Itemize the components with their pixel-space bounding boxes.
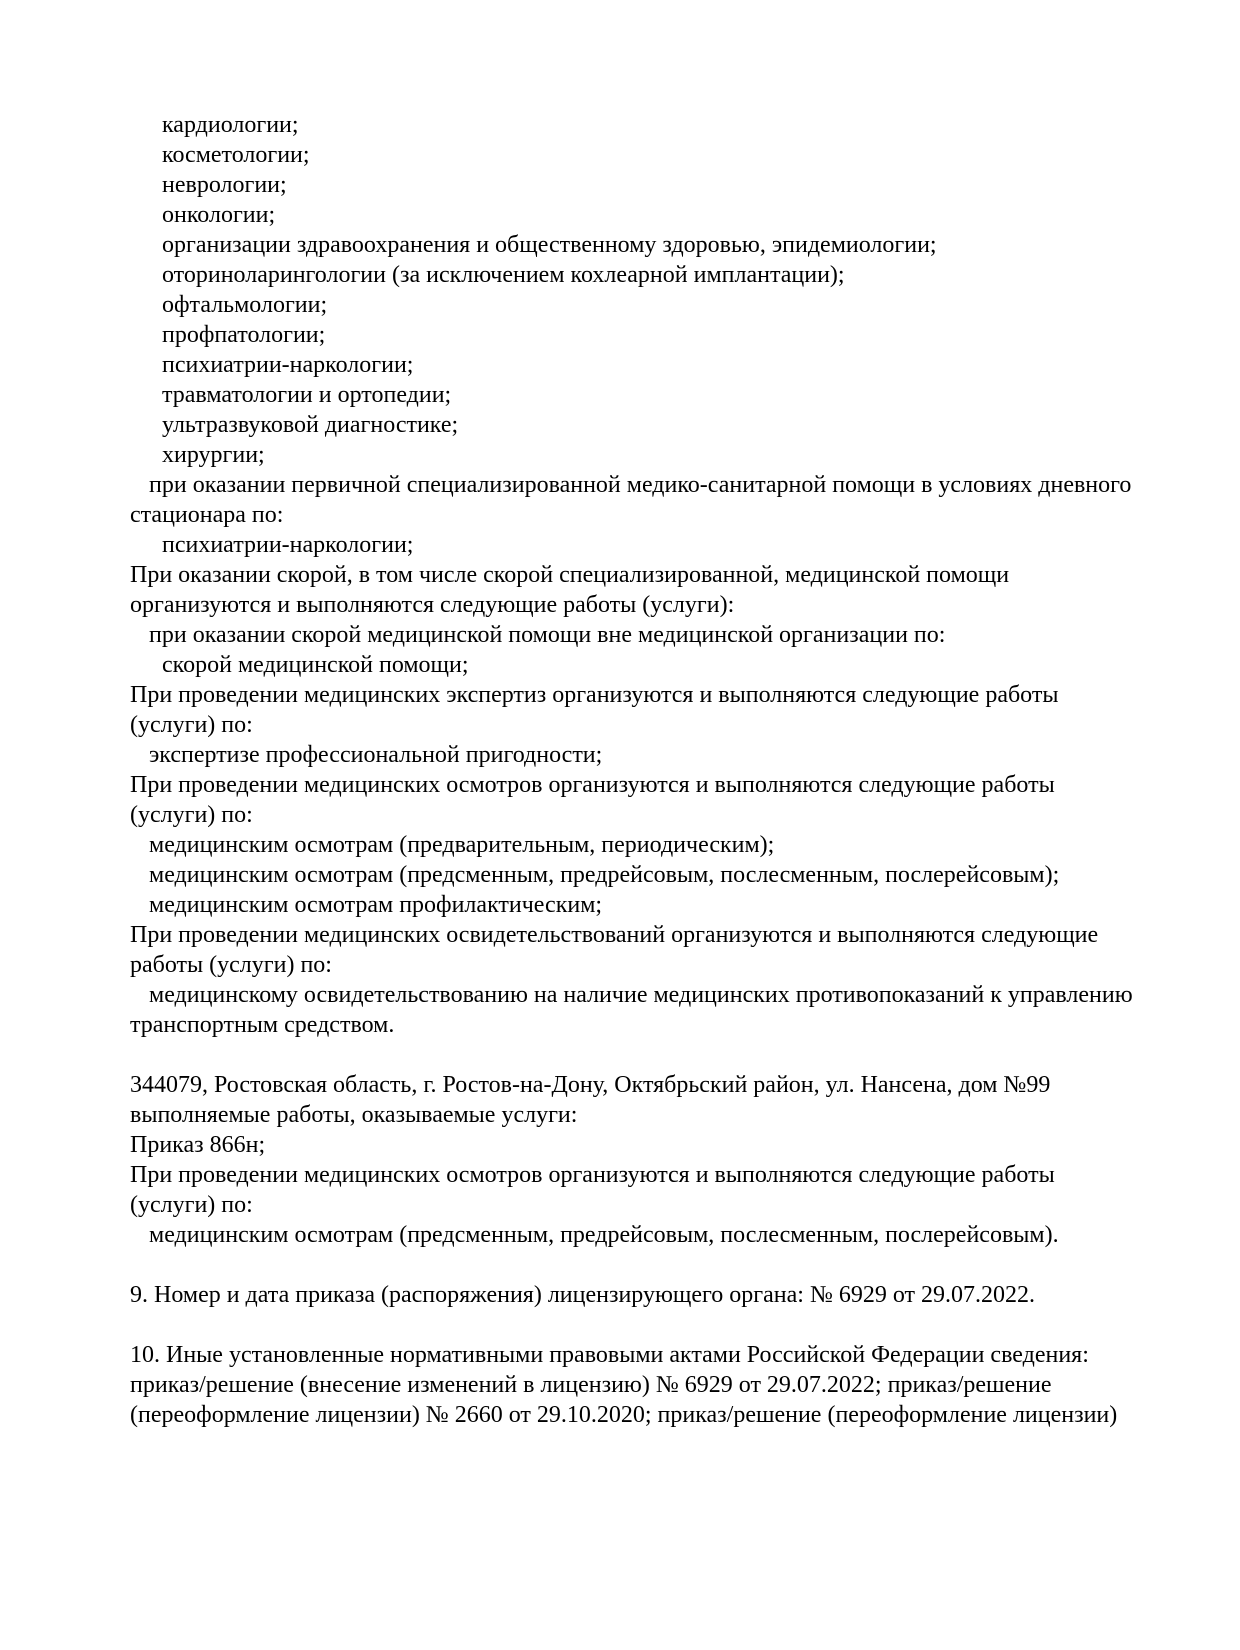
- license-text-block: [130, 110, 1210, 1430]
- specialty-list-item: офтальмологии;: [162, 292, 328, 318]
- specialty-list-item: косметологии;: [162, 142, 310, 168]
- text-line: При проведении медицинских освидетельствований организуются и выполняются следующие: [130, 922, 1099, 948]
- specialty-list-item: ультразвуковой диагностике;: [162, 412, 459, 438]
- specialty-list-item: хирургии;: [162, 442, 265, 468]
- text-line: стационара по:: [130, 502, 284, 528]
- specialty-list-item: онкологии;: [162, 202, 276, 228]
- specialty-list-item: профпатологии;: [162, 322, 326, 348]
- specialty-list-item: травматологии и ортопедии;: [162, 382, 452, 408]
- specialty-list-item: психиатрии-наркологии;: [162, 532, 414, 558]
- text-line: (услуги) по:: [130, 1192, 253, 1218]
- order-line: Приказ 866н;: [130, 1132, 266, 1158]
- item-9-line: 9. Номер и дата приказа (распоряжения) лицензирующего органа: № 6929 от 29.07.2022.: [130, 1282, 1036, 1308]
- text-line: при оказании скорой медицинской помощи вне медицинской организации по:: [149, 622, 946, 648]
- item-10-line: (переоформление лицензии) № 2660 от 29.10.2020; приказ/решение (переоформление лицензии): [130, 1402, 1118, 1428]
- specialty-list-item: скорой медицинской помощи;: [162, 652, 469, 678]
- text-line: (услуги) по:: [130, 802, 253, 828]
- text-line: при оказании первичной специализированной медико-санитарной помощи в условиях дневного: [149, 472, 1132, 498]
- text-line: (услуги) по:: [130, 712, 253, 738]
- specialty-list-item: неврологии;: [162, 172, 287, 198]
- item-10-line: 10. Иные установленные нормативными правовыми актами Российской Федерации сведения:: [130, 1342, 1089, 1368]
- specialty-list-item: психиатрии-наркологии;: [162, 352, 414, 378]
- text-line: При оказании скорой, в том числе скорой специализированной, медицинской помощи: [130, 562, 1010, 588]
- address-line: 344079, Ростовская область, г. Ростов-на-Дону, Октябрьский район, ул. Нансена, дом №99: [130, 1072, 1051, 1098]
- text-line: транспортным средством.: [130, 1012, 395, 1038]
- specialty-list-item: кардиологии;: [162, 112, 299, 138]
- text-line: медицинским осмотрам профилактическим;: [149, 892, 603, 918]
- item-10-line: приказ/решение (внесение изменений в лицензию) № 6929 от 29.07.2022; приказ/решение: [130, 1372, 1052, 1398]
- specialty-list-item: оториноларингологии (за исключением кохлеарной имплантации);: [162, 262, 845, 288]
- text-line: медицинским осмотрам (предсменным, предрейсовым, послесменным, послерейсовым);: [149, 862, 1060, 888]
- text-line: При проведении медицинских осмотров организуются и выполняются следующие работы: [130, 772, 1055, 798]
- text-line: медицинским осмотрам (предсменным, предрейсовым, послесменным, послерейсовым).: [149, 1222, 1059, 1248]
- text-line: организуются и выполняются следующие работы (услуги):: [130, 592, 735, 618]
- text-line: медицинским осмотрам (предварительным, периодическим);: [149, 832, 775, 858]
- text-line: При проведении медицинских осмотров организуются и выполняются следующие работы: [130, 1162, 1055, 1188]
- specialty-list-item: организации здравоохранения и общественному здоровью, эпидемиологии;: [162, 232, 937, 258]
- blank-line: [130, 1250, 1210, 1280]
- text-line: При проведении медицинских экспертиз организуются и выполняются следующие работы: [130, 682, 1059, 708]
- text-line: экспертизе профессиональной пригодности;: [149, 742, 603, 768]
- blank-line: [130, 1310, 1210, 1340]
- text-line: работы (услуги) по:: [130, 952, 332, 978]
- blank-line: [130, 1040, 1210, 1070]
- text-line: медицинскому освидетельствованию на наличие медицинских противопоказаний к управлению: [149, 982, 1133, 1008]
- text-line: выполняемые работы, оказываемые услуги:: [130, 1102, 578, 1128]
